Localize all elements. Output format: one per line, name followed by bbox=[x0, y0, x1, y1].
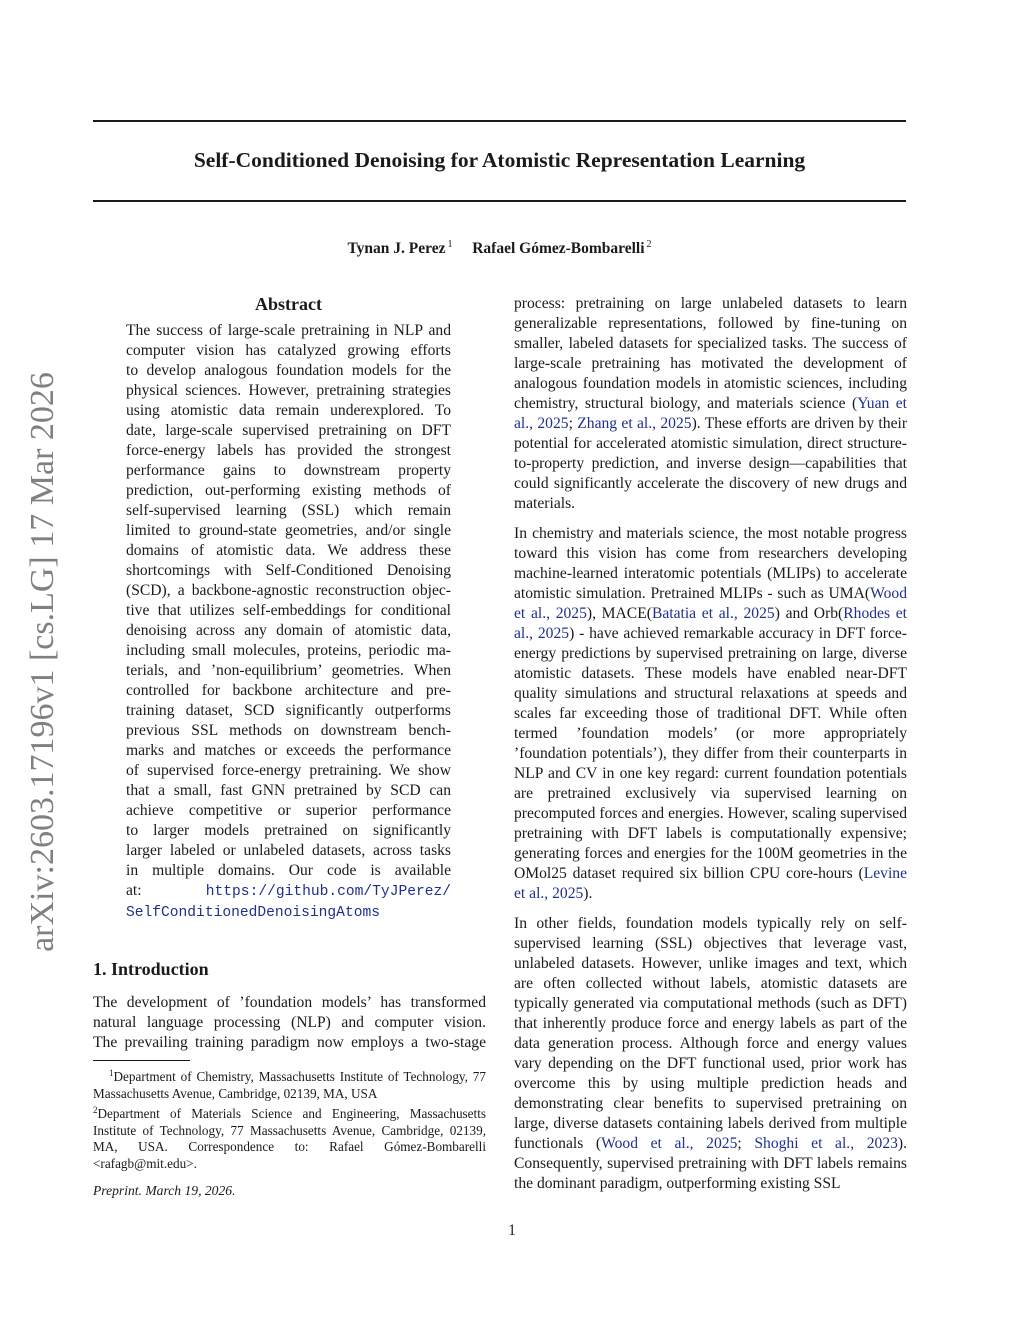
right-column bbox=[514, 294, 907, 1204]
abstract-line: shortcomings with Self-Conditioned Denoising bbox=[126, 562, 451, 579]
citation-link[interactable]: Wood et al., 2025 bbox=[601, 1135, 738, 1152]
citation-link[interactable]: Batatia et al., 2025 bbox=[651, 605, 775, 622]
abstract-line: of supervised force-energy pretraining. We show bbox=[126, 762, 451, 779]
citation-link[interactable]: Shoghi et al., 2023 bbox=[754, 1135, 898, 1152]
code-prefix: at: bbox=[126, 882, 142, 899]
footnote-mark: 1 bbox=[109, 1068, 114, 1078]
footnotes bbox=[93, 1065, 486, 1172]
text: ). Consequently, supervised pretraining with DFT labels remains the dominant paradigm, outperforming existing SSL bbox=[514, 1135, 908, 1192]
citation-link[interactable]: Wood et al., 2025 bbox=[514, 585, 907, 622]
page-number: 1 bbox=[508, 1222, 516, 1239]
abstract-heading: Abstract bbox=[255, 294, 322, 314]
text: ) and Orb( bbox=[774, 605, 844, 622]
abstract-line: that a small, fast GNN pretrained by SCD can bbox=[126, 782, 451, 799]
text: ; bbox=[568, 415, 578, 432]
abstract-line: controlled for backbone architecture and pre- bbox=[126, 682, 451, 699]
arxiv-stamp: arXiv:2603.17196v1 [cs.LG] 17 Mar 2026 bbox=[24, 372, 61, 952]
text: In chemistry and materials science, the most notable progress toward this vision has come from researchers developing machine-learned interatomic potentials (MLIPs) to accelerate atomistic simulation. Pretrained MLIPs - such as UMA( bbox=[514, 525, 907, 602]
title-rule-bottom bbox=[93, 200, 906, 202]
abstract-line: limited to ground-state geometries, and/or single bbox=[126, 522, 451, 539]
citation-link[interactable]: Levine et al., 2025 bbox=[514, 865, 907, 902]
abstract-line: previous SSL methods on downstream bench- bbox=[126, 722, 451, 739]
code-link[interactable]: https://github.com/TyJPerez/ bbox=[205, 884, 451, 900]
abstract-line: self-supervised learning (SSL) which remain bbox=[126, 502, 451, 519]
affiliation-mark: 1 bbox=[447, 239, 453, 250]
author-list bbox=[93, 234, 906, 260]
footnote-mark: 2 bbox=[93, 1105, 98, 1115]
abstract-line: computer vision has catalyzed growing efforts bbox=[126, 342, 451, 359]
footnote-2 bbox=[93, 1102, 486, 1172]
abstract-line: performance gains to downstream property bbox=[126, 462, 451, 479]
abstract-code-line bbox=[126, 902, 451, 923]
abstract-line: date, large-scale supervised pretraining on DFT bbox=[126, 422, 451, 439]
abstract-line: to larger models pretrained on significantly bbox=[126, 822, 451, 839]
abstract-code-line bbox=[126, 881, 451, 902]
abstract-line: training dataset, SCD significantly outperforms bbox=[126, 702, 451, 719]
abstract-line: to develop analogous foundation models for the bbox=[126, 362, 451, 379]
intro-body bbox=[93, 993, 486, 1053]
author-name: Rafael Gómez-Bombarelli bbox=[472, 240, 645, 257]
paper-title: Self-Conditioned Denoising for Atomistic Representation Learning bbox=[193, 148, 806, 172]
text: In other fields, foundation models typically rely on self-supervised learning (SSL) objectives that leverage vast, unlabeled datasets. However, unlike images and text, which are often collected without labels, atomistic datasets are typically generated via computational methods (such as DFT) that inherently produce force and energy labels as part of the data generation process. Although force and energy values vary depending on the DFT functional used, prior work has overcome this by using multiple prediction heads and demonstrating clear benefits to supervised pretraining on large, diverse datasets containing labels derived from multiple functionals ( bbox=[514, 915, 907, 1152]
abstract-line: larger labeled or unlabeled datasets, across tasks bbox=[126, 842, 451, 859]
paragraph bbox=[514, 294, 907, 514]
code-link-continued[interactable]: SelfConditionedDenoisingAtoms bbox=[126, 905, 380, 921]
footnote-text: Department of Chemistry, Massachusetts Institute of Technology, 77 Massachusetts Avenue, Cambridge, 02139, MA, USA bbox=[93, 1069, 486, 1101]
section-heading-introduction: 1. Introduction bbox=[93, 959, 209, 979]
abstract-line: marks and matches or exceeds the performance bbox=[126, 742, 451, 759]
abstract-line: denoising across any domain of atomistic data, bbox=[126, 622, 451, 639]
abstract-line: prediction, out-performing existing methods of bbox=[126, 482, 451, 499]
text: ). bbox=[583, 885, 593, 902]
abstract-line: achieve competitive or superior performance bbox=[126, 802, 451, 819]
intro-line: The development of ’foundation models’ has transformed bbox=[93, 994, 486, 1011]
abstract-line: domains of atomistic data. We address these bbox=[126, 542, 451, 559]
paragraph bbox=[514, 524, 907, 904]
title-rule-top bbox=[93, 120, 906, 122]
abstract-line: tive that utilizes self-embeddings for conditional bbox=[126, 602, 451, 619]
footnote-rule bbox=[93, 1060, 190, 1061]
author-name: Tynan J. Perez bbox=[347, 240, 446, 257]
abstract-line: (SCD), a backbone-agnostic reconstruction objec- bbox=[126, 582, 451, 599]
text: ; bbox=[737, 1135, 755, 1152]
citation-link[interactable]: Yuan et al., 2025 bbox=[514, 395, 908, 432]
paragraph bbox=[514, 914, 907, 1194]
abstract-line: force-energy labels has provided the strongest bbox=[126, 442, 451, 459]
abstract-line: The success of large-scale pretraining in NLP and bbox=[126, 322, 451, 339]
citation-link[interactable]: Zhang et al., 2025 bbox=[577, 415, 692, 432]
text: ), MACE( bbox=[586, 605, 652, 622]
abstract-line: including small molecules, proteins, periodic ma- bbox=[126, 642, 451, 659]
affiliation-mark: 2 bbox=[646, 239, 652, 250]
abstract-line: in multiple domains. Our code is available bbox=[126, 862, 451, 879]
preprint-notice: Preprint. March 19, 2026. bbox=[93, 1183, 236, 1198]
text: process: pretraining on large unlabeled datasets to learn generalizable representations, followed by fine-tuning on smaller, labeled datasets for specialized tasks. The success of large-scale pretraining has motivated the development of analogous foundation models in atomistic sciences, including chemistry, structural biology, and materials science ( bbox=[514, 295, 907, 412]
text: ). These efforts are driven by their potential for accelerated atomistic simulation, direct structure-to-property prediction, and inverse design—capabilities that could significantly accelerate the discovery of new drugs and materials. bbox=[514, 415, 908, 512]
text: ) - have achieved remarkable accuracy in DFT force-energy predictions by supervised pretraining on large, diverse atomistic datasets. These models have enabled near-DFT quality simulations and structural relaxations at speeds and scales far exceeding those of traditional DFT. While often termed ’foundation models’ (or more appropriately ’foundation potentials’), they differ from their counterparts in NLP and CV in one key regard: current foundation potentials are pretrained exclusively via supervised learning on precomputed forces and energies. However, scaling supervised pretraining with DFT labels is computationally expensive; generating forces and energies for the 100M geometries in the OMol25 dataset required six billion CPU core-hours ( bbox=[514, 625, 907, 882]
abstract-line: physical sciences. However, pretraining strategies bbox=[126, 382, 451, 399]
footnote-1 bbox=[93, 1065, 486, 1102]
abstract-line: terials, and ’non-equilibrium’ geometries. When bbox=[126, 662, 451, 679]
abstract-line: using atomistic data remain underexplored. To bbox=[126, 402, 451, 419]
abstract-body bbox=[126, 321, 451, 923]
citation-link[interactable]: Rhodes et al., 2025 bbox=[514, 605, 907, 642]
footnote-text: Department of Materials Science and Engineering, Massachusetts Institute of Technology, 77 Massachusetts Avenue, Cambridge, 02139, MA, USA. Correspondence to: Rafael Gómez-Bombarelli <rafagb@mit.edu>. bbox=[93, 1106, 486, 1171]
intro-line: natural language processing (NLP) and computer vision. bbox=[93, 1014, 486, 1031]
intro-line: The prevailing training paradigm now employs a two-stage bbox=[93, 1034, 486, 1051]
